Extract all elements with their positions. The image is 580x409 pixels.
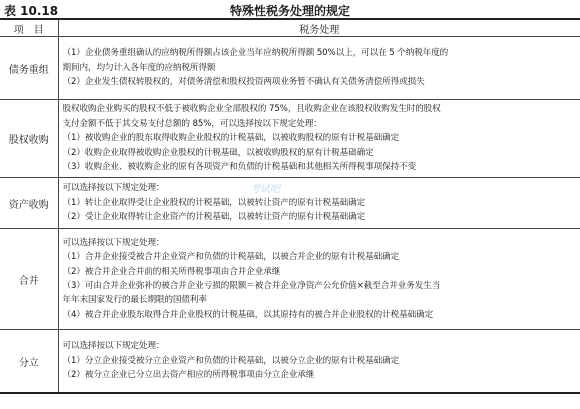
rule-line: 可以选择按以下规定处理：: [62, 341, 165, 352]
header-row: [0, 20, 580, 37]
rule-line: （2）企业发生债权转股权的，对债务清偿和股权投资两项业务暂不确认有关债务清偿所得或损失: [62, 77, 425, 88]
rule-line: 可以选择按以下规定处理：: [62, 183, 165, 194]
watermark-logo: [250, 176, 280, 197]
rule-line: （1）合并企业接受被合并企业资产和负债的计税基础，以被合并企业的原有计税基础确定: [62, 252, 400, 263]
table-row: [0, 330, 580, 394]
row-rule-text: [58, 178, 580, 229]
row-rule-text: [58, 330, 580, 394]
row-item-label: 债务重组: [0, 37, 58, 100]
table-row: [0, 37, 580, 100]
rule-line: （2）收购企业取得被收购企业股权的计税基础，以被收购股权的原有计税基础确定: [62, 147, 374, 158]
watermark-main: 考试吧: [250, 184, 280, 195]
rule-line: （1）企业债务重组确认的应纳税所得额占该企业当年应纳税所得额 50%以上，可以在 5 个纳税年度的: [62, 48, 449, 59]
rule-line: （2）被合并企业合并前的相关所得税事项由合并企业承继: [62, 266, 281, 277]
table-title: 特殊性税务处理的规定: [229, 4, 350, 18]
row-item-label: 股权收购: [0, 100, 58, 178]
rule-line: 支付金额不低于其交易支付总额的 85%，可以选择按以下规定处理：: [62, 118, 322, 129]
rule-line: （1）分立企业接受被分立企业资产和负债的计税基础，以被分立企业的原有计税基础确定: [62, 355, 400, 366]
table-row: [0, 178, 580, 229]
table-row: [0, 100, 580, 178]
rule-line: （1）转让企业取得受让企业股权的计税基础，以被转让资产的原有计税基础确定: [62, 197, 366, 208]
header-rule: 税务处理: [58, 20, 580, 37]
rule-line: 期间内，均匀计入各年度的应纳税所得额: [62, 62, 216, 73]
rule-line: 年年末国家发行的最长期限的国债利率: [62, 295, 207, 306]
row-item-label: 资产收购: [0, 178, 58, 229]
rule-line: （2）受让企业取得转让企业资产的计税基础，以被转让资产的原有计税基础确定: [62, 212, 366, 223]
rule-line: （4）被合并企业股东取得合并企业股权的计税基础，以其原持有的被合并企业股权的计税基础确定: [62, 309, 434, 320]
table-caption: [0, 0, 580, 20]
table-number: 表 10.18: [4, 4, 59, 18]
rule-line: （3）可由合并企业弥补的被合并企业亏损的限额＝被合并企业净资产公允价值×截至合并业务发生当: [62, 281, 441, 291]
rule-line: 股权收购企业购买的股权不低于被收购企业全部股权的 75%，且收购企业在该股权收购发生时的股权: [62, 104, 441, 115]
rule-line: 可以选择按以下规定处理：: [62, 237, 165, 248]
table-row: [0, 229, 580, 330]
rule-line: （2）被分立企业已分立出去资产相应的所得税事项由分立企业承继: [62, 370, 315, 381]
rule-line: （3）收购企业、被收购企业的原有各项资产和负债的计税基础和其他相关所得税事项保持不变: [62, 162, 417, 173]
row-item-label: 分立: [0, 330, 58, 394]
row-rule-text: [58, 100, 580, 178]
rule-line: （1）被收购企业的股东取得收购企业股权的计税基础，以被收购股权的原有计税基础确定: [62, 133, 400, 144]
row-rule-text: [58, 229, 580, 330]
row-rule-text: [58, 37, 580, 100]
tax-rules-table: [0, 20, 580, 394]
row-item-label: 合并: [0, 229, 58, 330]
header-item: 项 目: [0, 20, 58, 37]
